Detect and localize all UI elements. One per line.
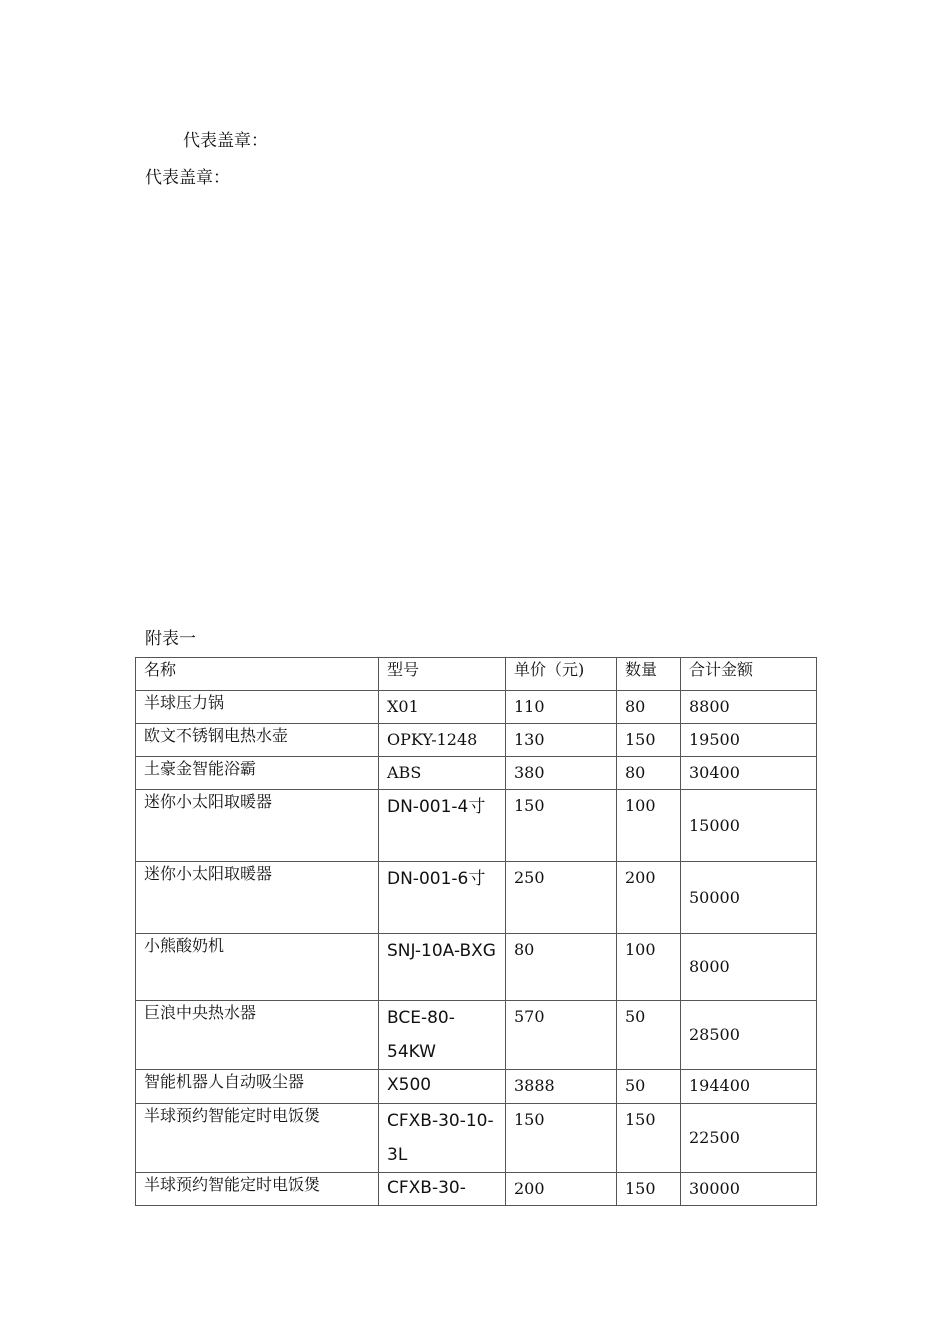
appendix-table <box>135 657 817 1206</box>
model-cell: CFXB-30- <box>379 1173 506 1206</box>
quantity-cell: 50 <box>617 1070 681 1104</box>
header-cell: 型号 <box>379 658 506 691</box>
name-cell: 巨浪中央热水器 <box>136 1001 379 1070</box>
total-cell: 19500 <box>681 724 817 757</box>
name-cell: 迷你小太阳取暖器 <box>136 790 379 862</box>
header-cell: 数量 <box>617 658 681 691</box>
price-cell: 3888 <box>506 1070 617 1104</box>
table-row <box>136 757 817 790</box>
table-row <box>136 1173 817 1206</box>
total-cell: 22500 <box>681 1104 817 1173</box>
seal-label: 代表盖章： <box>183 131 268 151</box>
table-row <box>136 862 817 934</box>
table-row <box>136 790 817 862</box>
price-cell: 200 <box>506 1173 617 1206</box>
quantity-cell: 150 <box>617 1173 681 1206</box>
quantity-cell: 50 <box>617 1001 681 1070</box>
quantity-cell: 80 <box>617 757 681 790</box>
model-cell: DN-001-4寸 <box>379 790 506 862</box>
table-row <box>136 691 817 724</box>
model-cell: X01 <box>379 691 506 724</box>
seal-label: 代表盖章： <box>145 168 230 188</box>
name-cell: 半球预约智能定时电饭煲 <box>136 1173 379 1206</box>
total-cell: 8000 <box>681 934 817 1001</box>
header-cell: 合计金额 <box>681 658 817 691</box>
table-header-row <box>136 658 817 691</box>
quantity-cell: 80 <box>617 691 681 724</box>
table-caption: 附表一 <box>145 629 196 649</box>
total-cell: 50000 <box>681 862 817 934</box>
name-cell: 智能机器人自动吸尘器 <box>136 1070 379 1104</box>
table-row <box>136 1070 817 1104</box>
total-cell: 30000 <box>681 1173 817 1206</box>
table-row <box>136 1104 817 1173</box>
total-cell: 194400 <box>681 1070 817 1104</box>
quantity-cell: 100 <box>617 934 681 1001</box>
table-row <box>136 934 817 1001</box>
model-cell: OPKY-1248 <box>379 724 506 757</box>
quantity-cell: 150 <box>617 1104 681 1173</box>
table-row <box>136 1001 817 1070</box>
name-cell: 土豪金智能浴霸 <box>136 757 379 790</box>
header-cell: 单价（元) <box>506 658 617 691</box>
total-cell: 8800 <box>681 691 817 724</box>
price-cell: 250 <box>506 862 617 934</box>
price-cell: 380 <box>506 757 617 790</box>
quantity-cell: 150 <box>617 724 681 757</box>
model-cell: ABS <box>379 757 506 790</box>
total-cell: 30400 <box>681 757 817 790</box>
total-cell: 15000 <box>681 790 817 862</box>
name-cell: 半球预约智能定时电饭煲 <box>136 1104 379 1173</box>
price-cell: 570 <box>506 1001 617 1070</box>
name-cell: 半球压力锅 <box>136 691 379 724</box>
name-cell: 欧文不锈钢电热水壶 <box>136 724 379 757</box>
header-cell: 名称 <box>136 658 379 691</box>
price-cell: 150 <box>506 790 617 862</box>
price-cell: 150 <box>506 1104 617 1173</box>
model-cell: X500 <box>379 1070 506 1104</box>
table-row <box>136 724 817 757</box>
price-cell: 130 <box>506 724 617 757</box>
model-cell: CFXB-30-10-3L <box>379 1104 506 1173</box>
name-cell: 小熊酸奶机 <box>136 934 379 1001</box>
model-cell: SNJ-10A-BXG <box>379 934 506 1001</box>
price-cell: 80 <box>506 934 617 1001</box>
total-cell: 28500 <box>681 1001 817 1070</box>
model-cell: BCE-80-54KW <box>379 1001 506 1070</box>
name-cell: 迷你小太阳取暖器 <box>136 862 379 934</box>
price-cell: 110 <box>506 691 617 724</box>
model-cell: DN-001-6寸 <box>379 862 506 934</box>
quantity-cell: 100 <box>617 790 681 862</box>
quantity-cell: 200 <box>617 862 681 934</box>
